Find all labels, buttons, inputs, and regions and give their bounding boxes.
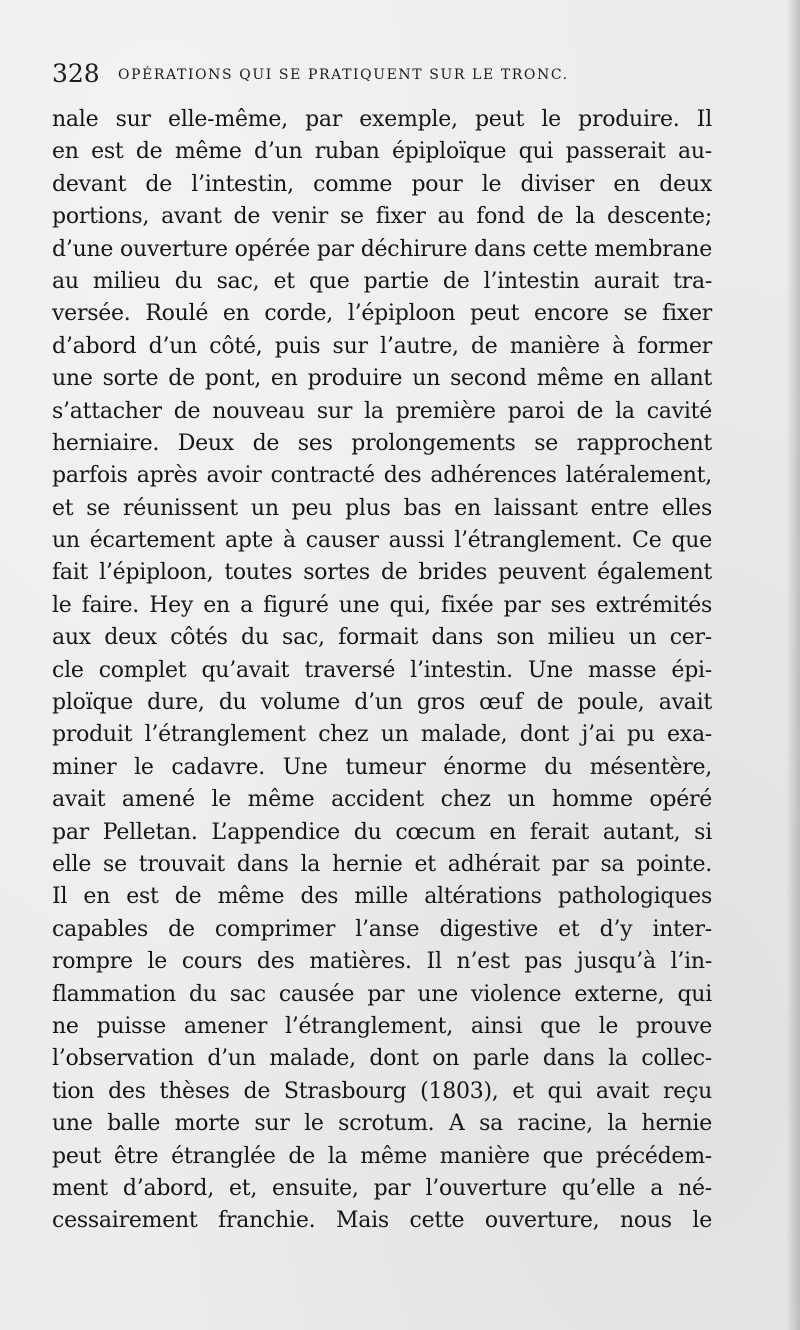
page-edge-shadow <box>786 0 800 1330</box>
text-line: une sorte de pont, en produire un second même en allant <box>52 366 712 392</box>
text-line: le faire. Hey en a figuré une qui, fixée par ses extrémités <box>52 592 712 618</box>
text-line: une balle morte sur le scrotum. A sa racine, la hernie <box>52 1111 712 1137</box>
text-line: aux deux côtés du sac, formait dans son milieu un cer- <box>52 625 712 651</box>
text-line: et se réunissent un peu plus bas en laissant entre elles <box>52 495 712 521</box>
text-line: en est de même d’un ruban épiploïque qui passerait au- <box>52 139 712 165</box>
body-text <box>52 104 712 1238</box>
text-line: devant de l’intestin, comme pour le diviser en deux <box>52 171 712 197</box>
text-line: par Pelletan. L’appendice du cœcum en ferait autant, si <box>52 819 712 845</box>
text-line: un écartement apte à causer aussi l’étranglement. Ce que <box>52 528 712 554</box>
text-line: s’attacher de nouveau sur la première paroi de la cavité <box>52 398 712 424</box>
text-line: d’abord d’un côté, puis sur l’autre, de manière à former <box>52 333 712 359</box>
text-line: flammation du sac causée par une violence externe, qui <box>52 981 712 1007</box>
running-title: OPÉRATIONS QUI SE PRATIQUENT SUR LE TRONC. <box>118 67 569 83</box>
text-line: cle complet qu’avait traversé l’intestin. Une masse épi- <box>52 657 712 683</box>
text-line: capables de comprimer l’anse digestive et d’y inter- <box>52 916 712 942</box>
text-line: tion des thèses de Strasbourg (1803), et qui avait reçu <box>52 1078 712 1104</box>
text-line: produit l’étranglement chez un malade, dont j’ai pu exa- <box>52 722 712 748</box>
text-line: portions, avant de venir se fixer au fond de la descente; <box>52 204 712 230</box>
text-line: d’une ouverture opérée par déchirure dans cette membrane <box>52 236 712 262</box>
text-line: peut être étranglée de la même manière que précédem- <box>52 1143 712 1169</box>
text-line: rompre le cours des matières. Il n’est pas jusqu’à l’in- <box>52 949 712 975</box>
text-line: elle se trouvait dans la hernie et adhérait par sa pointe. <box>52 851 712 877</box>
text-line: herniaire. Deux de ses prolongements se rapprochent <box>52 430 712 456</box>
page-number: 328 <box>52 59 100 88</box>
text-line: ment d’abord, et, ensuite, par l’ouverture qu’elle a né- <box>52 1175 712 1201</box>
text-line: ploïque dure, du volume d’un gros œuf de poule, avait <box>52 690 712 716</box>
text-line: au milieu du sac, et que partie de l’intestin aurait tra- <box>52 268 712 294</box>
text-line: avait amené le même accident chez un homme opéré <box>52 787 712 813</box>
text-line: l’observation d’un malade, dont on parle dans la collec- <box>52 1046 712 1072</box>
text-line: nale sur elle-même, par exemple, peut le produire. Il <box>52 107 712 132</box>
text-line: cessairement franchie. Mais cette ouverture, nous le <box>52 1208 712 1234</box>
text-line: fait l’épiploon, toutes sortes de brides peuvent également <box>52 560 712 586</box>
text-line: parfois après avoir contracté des adhérences latéralement, <box>52 463 712 489</box>
text-line: versée. Roulé en corde, l’épiploon peut encore se fixer <box>52 301 712 327</box>
text-line: Il en est de même des mille altérations pathologiques <box>52 884 712 910</box>
text-line: ne puisse amener l’étranglement, ainsi que le prouve <box>52 1013 712 1039</box>
text-line: miner le cadavre. Une tumeur énorme du mésentère, <box>52 754 712 780</box>
running-head <box>52 56 712 92</box>
